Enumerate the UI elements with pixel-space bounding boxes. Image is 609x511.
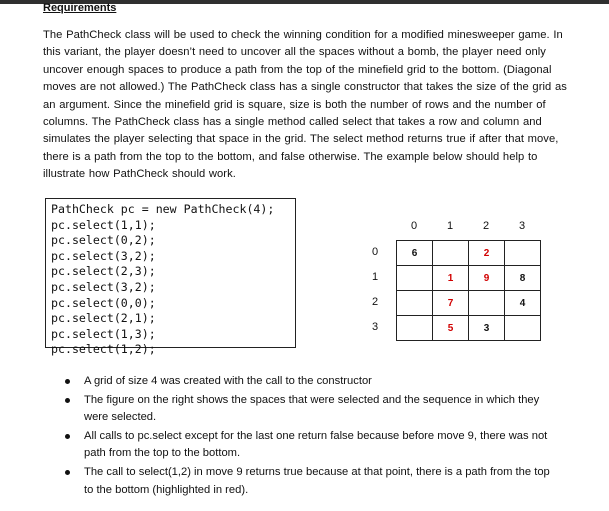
grid-col-label: 1 <box>446 220 454 232</box>
grid-cell-highlighted: 5 <box>433 316 469 341</box>
bullet-line: All calls to pc.select except for the last one return false because before move 9, there was not <box>84 429 548 442</box>
code-line: pc.select(2,1); <box>51 311 156 326</box>
grid-cell: 3 <box>469 316 505 341</box>
code-line: pc.select(1,2); <box>51 342 156 357</box>
grid-row-label: 3 <box>371 321 379 333</box>
intro-line: this variant, the player doesn’t need to uncover all the spaces without a bomb, the player need only <box>43 46 546 59</box>
bullet-line: A grid of size 4 was created with the call to the constructor <box>84 375 372 387</box>
bullet-line: path from the top to the bottom. <box>84 447 241 460</box>
grid-row <box>397 291 541 316</box>
code-line: pc.select(1,1); <box>51 217 156 232</box>
bullet-item <box>60 428 580 463</box>
bullet-line: The call to select(1,2) in move 9 returns true because at that point, there is a path from the top <box>84 465 550 478</box>
grid-cell: 4 <box>505 291 541 316</box>
code-line: pc.select(3,2); <box>51 279 156 294</box>
section-heading: Requirements <box>43 2 117 14</box>
grid-col-label: 3 <box>518 220 526 232</box>
intro-line: uncover enough spaces to produce a path from the top of the minefield grid to the bottom. (Diagonal <box>43 63 552 76</box>
intro-line: moves are not allowed.) The PathCheck class has a single constructor that takes the size of the grid as <box>43 81 567 94</box>
grid-cell-highlighted: 2 <box>469 241 505 266</box>
grid-col-label: 2 <box>482 220 490 232</box>
bullet-line: The figure on the right shows the spaces that were selected and the sequence in which they <box>84 393 540 406</box>
code-line: pc.select(0,2); <box>51 233 156 248</box>
grid-cell <box>397 316 433 341</box>
grid-cell <box>469 291 505 316</box>
code-line: pc.select(2,3); <box>51 264 156 279</box>
grid-row-label: 1 <box>371 271 379 283</box>
code-line: pc.select(3,2); <box>51 248 156 263</box>
intro-line: there is a path from the top to the bottom, and false otherwise. The example below should help to <box>43 150 538 163</box>
grid-row <box>397 241 541 266</box>
code-example-box <box>45 198 296 357</box>
grid-cell <box>433 241 469 266</box>
grid-row-label: 2 <box>371 296 379 308</box>
grid-cell <box>397 266 433 291</box>
grid-cell-highlighted: 7 <box>433 291 469 316</box>
minefield-grid <box>396 240 541 341</box>
intro-line: illustrate how PathCheck should work. <box>43 168 236 181</box>
grid-cell <box>505 316 541 341</box>
grid-row <box>397 266 541 291</box>
grid-row <box>397 316 541 341</box>
intro-line: simulates the player selecting that space in the grid. The select method returns true if after that move, <box>43 133 559 146</box>
bullet-list <box>60 373 580 500</box>
bullet-item <box>60 392 580 427</box>
grid-cell <box>505 241 541 266</box>
intro-line: The PathCheck class will be used to check the winning condition for a modified minesweeper game. In <box>43 29 563 41</box>
grid-col-label: 0 <box>410 220 418 232</box>
grid-cell-highlighted: 1 <box>433 266 469 291</box>
intro-paragraph <box>43 27 573 184</box>
grid-cell: 6 <box>397 241 433 266</box>
bullet-line: were selected. <box>84 411 157 424</box>
bullet-item <box>60 464 580 499</box>
intro-line: columns. The PathCheck class has a single method called select that takes a row and column and <box>43 116 542 129</box>
grid-cell-highlighted: 9 <box>469 266 505 291</box>
bullet-line: to the bottom (highlighted in red). <box>84 483 249 496</box>
bullet-item <box>60 373 580 391</box>
intro-line: an argument. Since the minefield grid is square, size is both the number of rows and the number of <box>43 98 546 111</box>
grid-cell <box>397 291 433 316</box>
code-line: pc.select(0,0); <box>51 295 156 310</box>
grid-row-label: 0 <box>371 246 379 258</box>
code-line: PathCheck pc = new PathCheck(4); <box>51 202 275 216</box>
code-line: pc.select(1,3); <box>51 326 156 341</box>
grid-cell: 8 <box>505 266 541 291</box>
